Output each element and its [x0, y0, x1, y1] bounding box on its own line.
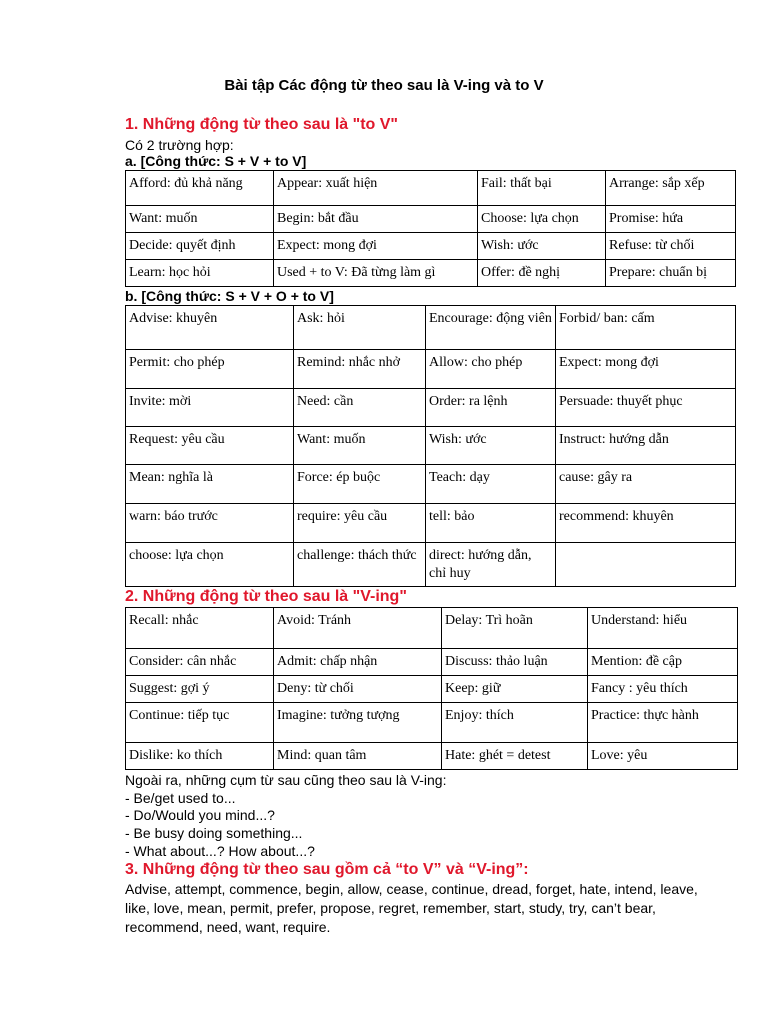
table-cell: Invite: mời: [126, 389, 294, 427]
table-cell: Teach: dạy: [426, 465, 556, 504]
table-cell: Deny: từ chối: [274, 676, 442, 703]
table-cell: Want: muốn: [294, 427, 426, 465]
table-row: [126, 676, 738, 703]
table-cell: Expect: mong đợi: [556, 350, 736, 389]
table-cell: Suggest: gợi ý: [126, 676, 274, 703]
table-row: [126, 427, 736, 465]
table-cell: Consider: cân nhắc: [126, 649, 274, 676]
table-cell: Afford: đủ khả năng: [126, 171, 274, 206]
phrase-item: - Be busy doing something...: [125, 825, 303, 841]
phrase-item: - Do/Would you mind...?: [125, 807, 275, 823]
table-cell: challenge: thách thức: [294, 543, 426, 587]
table-cell: cause: gây ra: [556, 465, 736, 504]
table-cell: Persuade: thuyết phục: [556, 389, 736, 427]
table-row: [126, 649, 738, 676]
table-cell: Used + to V: Đã từng làm gì: [274, 260, 478, 287]
table-cell: recommend: khuyên: [556, 504, 736, 543]
table-cell: Practice: thực hành: [588, 703, 738, 743]
section1-heading: 1. Những động từ theo sau là "to V": [125, 116, 399, 133]
section2-heading: 2. Những động từ theo sau là "V-ing": [125, 588, 407, 605]
table-row: [126, 206, 736, 233]
table-cell: tell: bảo: [426, 504, 556, 543]
table-row: [126, 608, 738, 649]
table-cell: Fancy : yêu thích: [588, 676, 738, 703]
table-cell: Wish: ước: [478, 233, 606, 260]
table-cell: require: yêu cầu: [294, 504, 426, 543]
table-cell: Continue: tiếp tục: [126, 703, 274, 743]
table-cell: Arrange: sắp xếp: [606, 171, 736, 206]
table-cell: Wish: ước: [426, 427, 556, 465]
table-cell: warn: báo trước: [126, 504, 294, 543]
table-cell: Encourage: động viên: [426, 306, 556, 350]
table-row: [126, 703, 738, 743]
section3-text: Advise, attempt, commence, begin, allow, cease, continue, dread, forget, hate, intend, leave, like, love, mean, permit, prefer, propose, regret, remember, start, study, try, can’t bear, recommend, need, want, require.: [125, 881, 698, 935]
table-cell: Want: muốn: [126, 206, 274, 233]
table-cell: Mind: quan tâm: [274, 743, 442, 770]
table-row: [126, 233, 736, 260]
table-cell: Mean: nghĩa là: [126, 465, 294, 504]
table-cell: Ask: hỏi: [294, 306, 426, 350]
caseA-label: a. [Công thức: S + V + to V]: [125, 153, 307, 169]
table-cell: Need: cần: [294, 389, 426, 427]
table-cell: Avoid: Tránh: [274, 608, 442, 649]
table-cell: Mention: đề cập: [588, 649, 738, 676]
table-cell: Forbid/ ban: cấm: [556, 306, 736, 350]
table-cell: Force: ép buộc: [294, 465, 426, 504]
table-row: [126, 504, 736, 543]
table-cell: Expect: mong đợi: [274, 233, 478, 260]
table-row: [126, 389, 736, 427]
table-cell: Advise: khuyên: [126, 306, 294, 350]
table-cell: Remind: nhắc nhở: [294, 350, 426, 389]
table-cell: Keep: giữ: [442, 676, 588, 703]
table-cell: Prepare: chuẩn bị: [606, 260, 736, 287]
table-cell: Recall: nhắc: [126, 608, 274, 649]
table-row: [126, 260, 736, 287]
table-cell: choose: lựa chọn: [126, 543, 294, 587]
tableA: [125, 170, 736, 287]
caseB-label: b. [Công thức: S + V + O + to V]: [125, 288, 334, 304]
section1-subtext: Có 2 trường hợp:: [125, 137, 234, 153]
phrase-item: - What about...? How about...?: [125, 843, 315, 859]
table-cell: Imagine: tưởng tượng: [274, 703, 442, 743]
table-cell: Choose: lựa chọn: [478, 206, 606, 233]
table-cell: Admit: chấp nhận: [274, 649, 442, 676]
table-cell: Delay: Trì hoãn: [442, 608, 588, 649]
page-title: Bài tập Các động từ theo sau là V-ing và to V: [224, 77, 544, 94]
table-cell: Offer: đề nghị: [478, 260, 606, 287]
table-cell: Fail: thất bại: [478, 171, 606, 206]
table-row: [126, 350, 736, 389]
table-cell: direct: hướng dẫn, chỉ huy: [426, 543, 556, 587]
table-cell: Refuse: từ chối: [606, 233, 736, 260]
ving-note: Ngoài ra, những cụm từ sau cũng theo sau là V-ing:: [125, 772, 447, 788]
table-cell: [556, 543, 736, 587]
ving-table: [125, 607, 738, 770]
tableB: [125, 305, 736, 587]
table-cell: Love: yêu: [588, 743, 738, 770]
table-cell: Appear: xuất hiện: [274, 171, 478, 206]
table-cell: Promise: hứa: [606, 206, 736, 233]
table-row: [126, 465, 736, 504]
table-cell: Allow: cho phép: [426, 350, 556, 389]
table-cell: Dislike: ko thích: [126, 743, 274, 770]
table-cell: Learn: học hỏi: [126, 260, 274, 287]
table-cell: Instruct: hướng dẫn: [556, 427, 736, 465]
table-cell: Begin: bắt đầu: [274, 206, 478, 233]
table-cell: Request: yêu cầu: [126, 427, 294, 465]
table-cell: Hate: ghét = detest: [442, 743, 588, 770]
section3-heading: 3. Những động từ theo sau gồm cả “to V” và “V-ing”:: [125, 861, 529, 878]
table-cell: Order: ra lệnh: [426, 389, 556, 427]
table-row: [126, 171, 736, 206]
table-row: [126, 306, 736, 350]
phrase-item: - Be/get used to...: [125, 790, 236, 806]
table-cell: Decide: quyết định: [126, 233, 274, 260]
table-cell: Permit: cho phép: [126, 350, 294, 389]
table-cell: Enjoy: thích: [442, 703, 588, 743]
table-cell: Discuss: thảo luận: [442, 649, 588, 676]
table-row: [126, 543, 736, 587]
table-row: [126, 743, 738, 770]
table-cell: Understand: hiểu: [588, 608, 738, 649]
